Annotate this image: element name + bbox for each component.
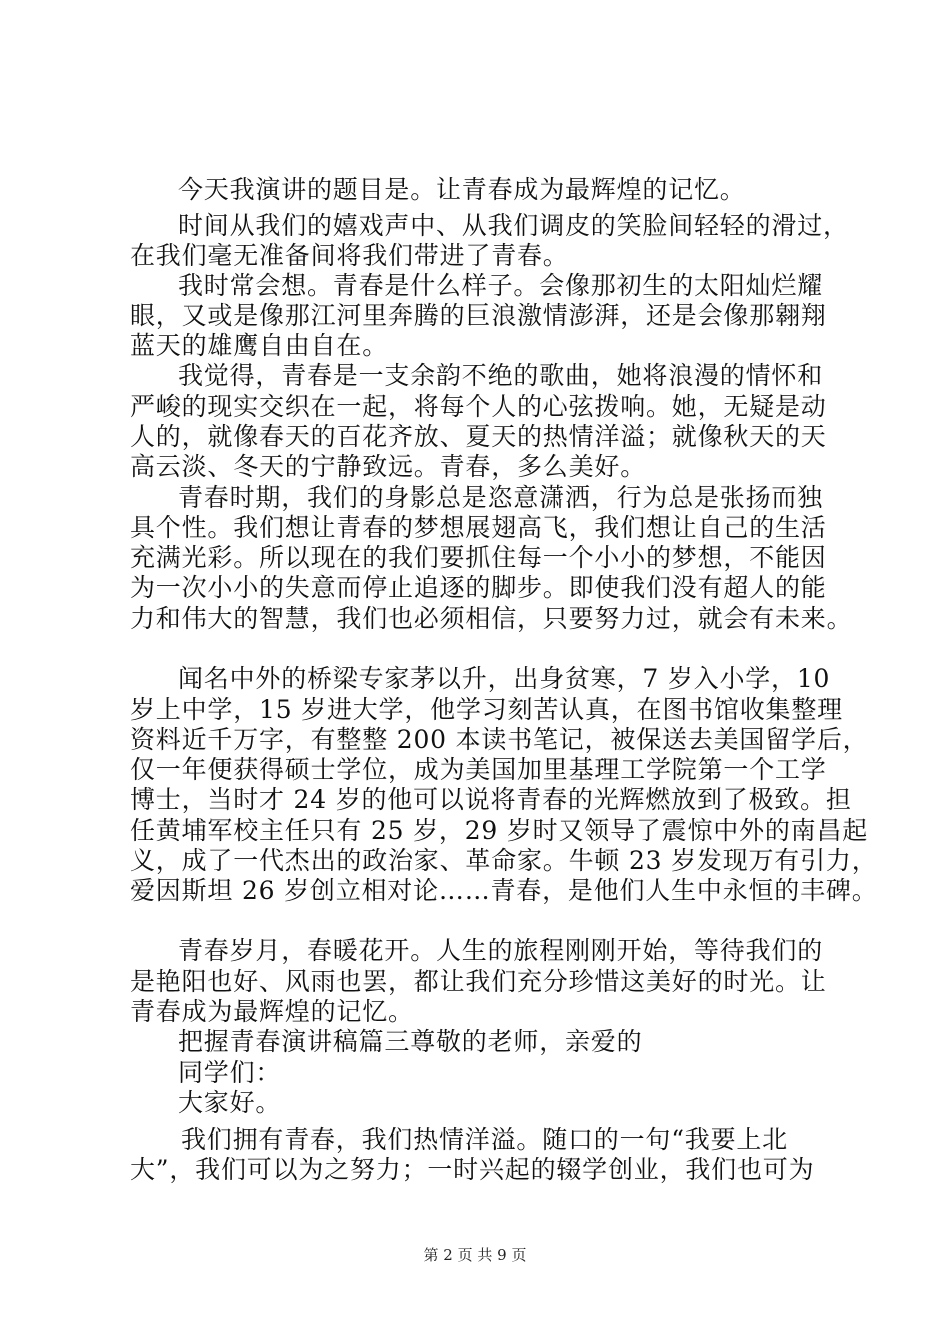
text-line: 今天我演讲的题目是。让青春成为最辉煌的记忆。 bbox=[178, 175, 746, 204]
text-line: 严峻的现实交织在一起，将每个人的心弦拨响。她，无疑是动 bbox=[130, 392, 827, 421]
text-line: 任黄埔军校主任只有 25 岁，29 岁时又领导了震惊中外的南昌起 bbox=[130, 816, 869, 845]
text-line: 我时常会想。青春是什么样子。会像那初生的太阳灿烂耀 bbox=[178, 271, 824, 300]
page-footer: 第 2 页 共 9 页 bbox=[423, 1246, 527, 1264]
text-line: 青春成为最辉煌的记忆。 bbox=[130, 997, 414, 1026]
text-line: 具个性。我们想让青春的梦想展翅高飞，我们想让自己的生活 bbox=[130, 513, 827, 542]
text-line: 仅一年便获得硕士学位，成为美国加里基理工学院第一个工学 bbox=[130, 755, 827, 784]
text-line: 同学们： bbox=[178, 1058, 282, 1087]
text-line: 眼，又或是像那江河里奔腾的巨浪激情澎湃，还是会像那翱翔 bbox=[130, 301, 827, 330]
text-line: 我觉得，青春是一支余韵不绝的歌曲，她将浪漫的情怀和 bbox=[178, 361, 824, 390]
text-line: 资料近千万字，有整整 200 本读书笔记，被保送去美国留学后， bbox=[130, 725, 869, 754]
text-line: 青春时期，我们的身影总是恣意潇洒，行为总是张扬而独 bbox=[178, 483, 824, 512]
text-line: 在我们毫无准备间将我们带进了青春。 bbox=[130, 241, 569, 270]
text-line: 高云淡、冬天的宁静致远。青春，多么美好。 bbox=[130, 452, 647, 481]
text-line: 是艳阳也好、风雨也罢，都让我们充分珍惜这美好的时光。让 bbox=[130, 967, 827, 996]
text-line: 人的，就像春天的百花齐放、夏天的热情洋溢；就像秋天的天 bbox=[130, 422, 827, 451]
text-line: 为一次小小的失意而停止追逐的脚步。即使我们没有超人的能 bbox=[130, 573, 827, 602]
text-line: 时间从我们的嬉戏声中、从我们调皮的笑脸间轻轻的滑过， bbox=[178, 211, 849, 240]
text-line: 大家好。 bbox=[178, 1088, 282, 1117]
text-line: 岁上中学，15 岁进大学，他学习刻苦认真，在图书馆收集整理 bbox=[130, 695, 843, 724]
text-line: 把握青春演讲稿篇三尊敬的老师，亲爱的 bbox=[178, 1027, 643, 1056]
text-line: 大”，我们可以为之努力；一时兴起的辍学创业，我们也可为 bbox=[130, 1155, 815, 1184]
text-line: 青春岁月，春暖花开。人生的旅程刚刚开始，等待我们的 bbox=[178, 936, 824, 965]
text-line: 爱因斯坦 26 岁创立相对论……青春，是他们人生中永恒的丰碑。 bbox=[130, 876, 878, 905]
text-line: 充满光彩。所以现在的我们要抓住每一个小小的梦想，不能因 bbox=[130, 543, 827, 572]
text-line: 力和伟大的智慧，我们也必须相信，只要努力过，就会有未来。 bbox=[130, 604, 853, 633]
text-line: 闻名中外的桥梁专家茅以升，出身贫寒，7 岁入小学，10 bbox=[178, 664, 831, 693]
text-line: 博士，当时才 24 岁的他可以说将青春的光辉燃放到了极致。担 bbox=[130, 785, 852, 814]
text-line: 义，成了一代杰出的政治家、革命家。牛顿 23 岁发现万有引力， bbox=[130, 846, 878, 875]
text-line: 我们拥有青春，我们热情洋溢。随口的一句“我要上北 bbox=[181, 1125, 788, 1154]
text-line: 蓝天的雄鹰自由自在。 bbox=[130, 331, 389, 360]
